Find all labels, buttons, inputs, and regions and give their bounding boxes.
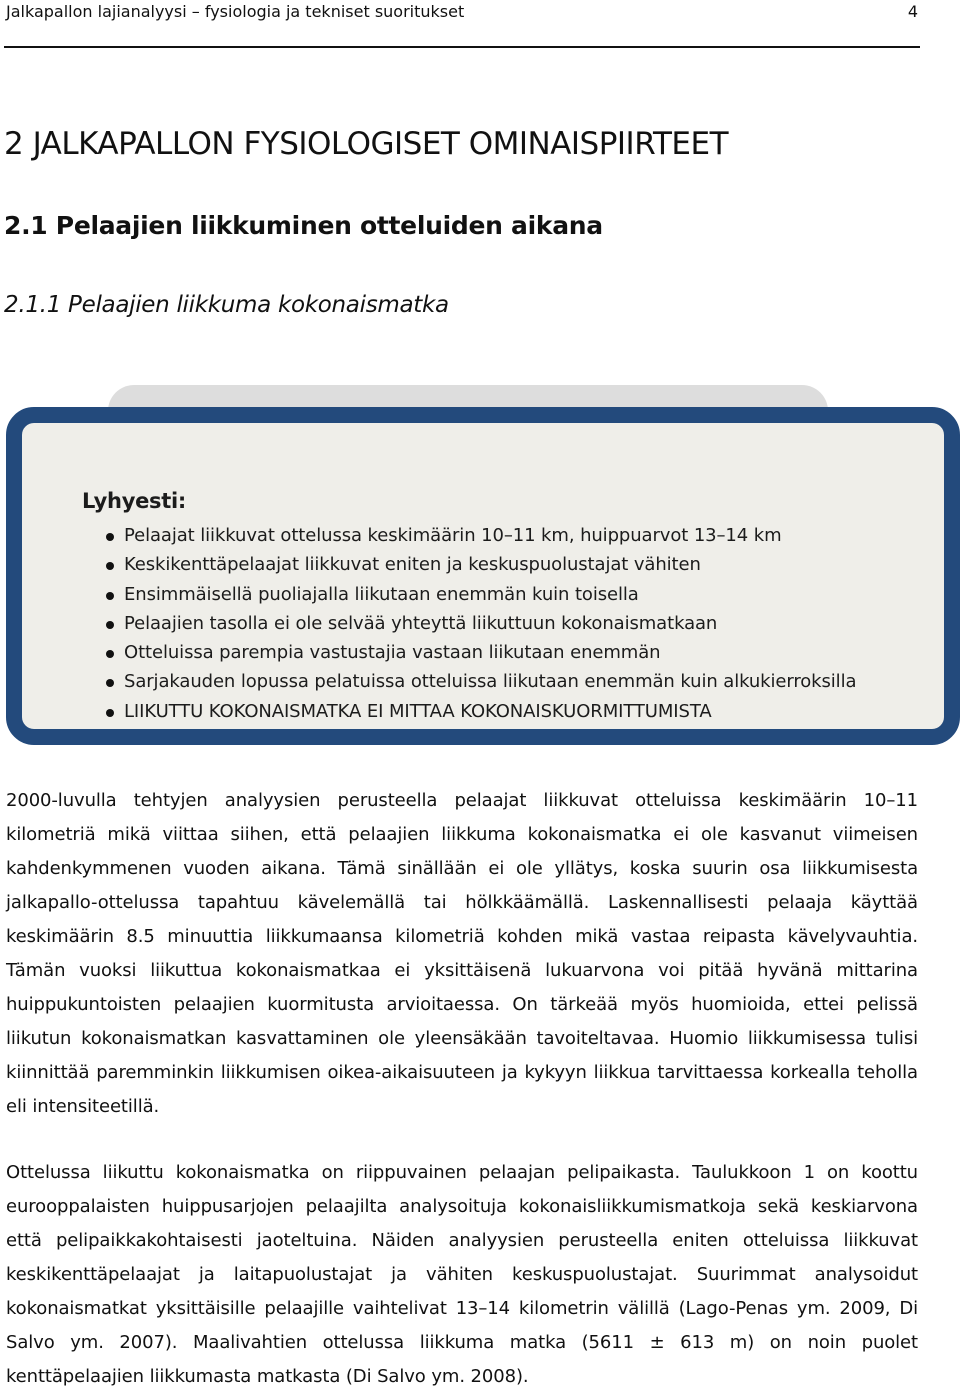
list-item-text: Sarjakauden lopussa pelatuissa otteluissa liikutaan enemmän kuin alkukierroksilla <box>124 671 857 693</box>
body-paragraph: Ottelussa liikuttu kokonaismatka on riippuvainen pelaajan pelipaikasta. Taulukkoon 1 on koottu eurooppalaisten huippusarjojen pelaajilta analysoituja kokonaisliikkumismatkoja sekä keskiarvona että pelipaikkakohtaisesti jaoteltuina. Näiden analyysien perusteella eniten otteluissa liikkuvat keskikenttäpelaajat ja laitapuolustajat ja vähiten keskuspuolustajat. Suurimmat analysoidut kokonaismatkat yksittäisille pelaajille vaihtelivat 13–14 kilometrin välillä (Lago-Penas ym. 2009, Di Salvo ym. 2007). Maalivahtien ottelussa liikkuma matka (5611 ± 613 m) on noin puolet kenttäpelaajien liikkumasta matkasta (Di Salvo ym. 2008). <box>6 1162 918 1387</box>
summary-box <box>6 407 960 745</box>
subsection-heading: 2.1.1 Pelaajien liikkuma kokonaismatka <box>4 292 449 318</box>
bullet-icon <box>106 592 114 600</box>
bullet-icon <box>106 533 114 541</box>
section-heading: 2.1 Pelaajien liikkuminen otteluiden aikana <box>4 211 603 240</box>
list-item <box>106 667 856 696</box>
list-item <box>106 521 856 550</box>
running-header-title: Jalkapallon lajianalyysi – fysiologia ja tekniset suoritukset <box>6 2 465 21</box>
list-item-text: LIIKUTTU KOKONAISMATKA EI MITTAA KOKONAISKUORMITTUMISTA <box>124 700 712 722</box>
bullet-icon <box>106 709 114 717</box>
chapter-heading: 2 JALKAPALLON FYSIOLOGISET OMINAISPIIRTEET <box>4 126 729 162</box>
list-item <box>106 638 856 667</box>
bullet-icon <box>106 679 114 687</box>
bullet-icon <box>106 562 114 570</box>
header-divider <box>4 46 920 48</box>
body-paragraph: 2000-luvulla tehtyjen analyysien perusteella pelaajat liikkuvat otteluissa keskimäärin 10–11 kilometriä mikä viittaa siihen, että pelaajien liikkuma kokonaismatka ei ole kasvanut viimeisen kahdenkymmenen vuoden aikana. Tämä sinällään ei ole yllätys, koska suurin osa liikkumisesta jalkapallo-ottelussa tapahtuu kävelemällä tai hölkkäämällä. Laskennallisesti pelaaja käyttää keskimäärin 8.5 minuuttia liikkumaansa kilometriä kohden mikä vastaa reipasta kävelyvauhtia. Tämän vuoksi liikuttua kokonaismatkaa ei yksittäisenä lukuarvona voi pitää hyvänä mittarina huippukuntoisten pelaajien kuormitusta arvioitaessa. On tärkeää myös huomioida, ettei pelissä liikutun kokonaismatkan kasvattaminen ole yleensäkään tavoiteltavaa. Huomio liikkumisessa tulisi kiinnittää paremminkin liikkumisen oikea-aikaisuuteen ja kykyyn liikkua tarvittaessa korkealla teholla eli intensiteetillä. <box>6 790 918 1117</box>
list-item-text: Pelaajat liikkuvat ottelussa keskimäärin 10–11 km, huippuarvot 13–14 km <box>124 525 782 546</box>
list-item <box>106 550 856 579</box>
list-item-text: Pelaajien tasolla ei ole selvää yhteyttä liikuttuun kokonaismatkaan <box>124 612 718 634</box>
summary-label: Lyhyesti: <box>82 489 186 513</box>
list-item-text: Keskikenttäpelaajat liikkuvat eniten ja keskuspuolustajat vähiten <box>124 554 701 576</box>
list-item-text: Otteluissa parempia vastustajia vastaan liikutaan enemmän <box>124 642 661 664</box>
running-header <box>6 0 918 24</box>
list-item <box>106 580 856 609</box>
list-item-text: Ensimmäisellä puoliajalla liikutaan enemmän kuin toisella <box>124 583 639 605</box>
list-item <box>106 697 856 726</box>
page-number: 4 <box>907 2 918 21</box>
list-item <box>106 609 856 638</box>
summary-list <box>106 521 856 726</box>
bullet-icon <box>106 621 114 629</box>
bullet-icon <box>106 650 114 658</box>
